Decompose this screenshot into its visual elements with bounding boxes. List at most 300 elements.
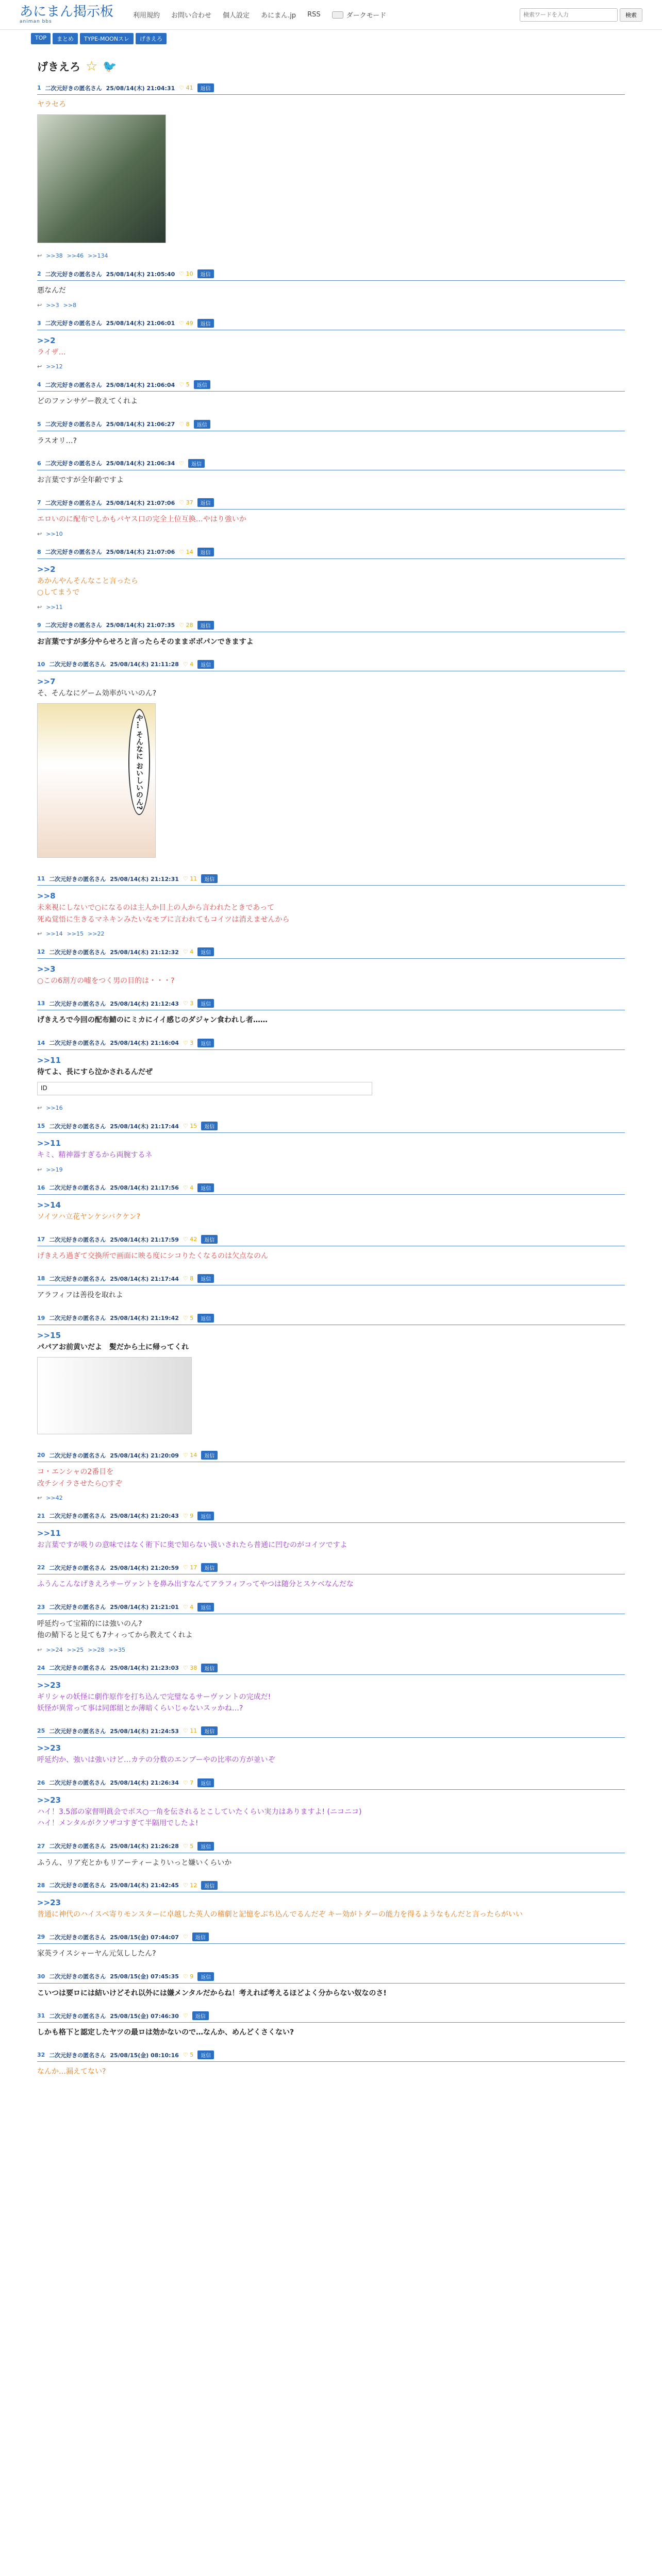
post bbox=[37, 870, 625, 943]
post-date: 25/08/14(木) 21:07:06 bbox=[106, 499, 175, 506]
post-meta bbox=[37, 498, 625, 510]
post-body bbox=[37, 1523, 625, 1553]
post-date: 25/08/14(木) 21:26:28 bbox=[110, 1843, 179, 1850]
post-text: げきえろ過ぎて交換所で画面に映る度にシコりたくなるのは欠点なのん bbox=[37, 1252, 268, 1261]
post bbox=[37, 265, 625, 314]
breadcrumb-matome[interactable]: まとめ bbox=[53, 33, 78, 44]
like-button[interactable]: ♡ 28 bbox=[179, 621, 193, 629]
post bbox=[37, 1507, 625, 1559]
poster-name: 二次元好きの匿名さん bbox=[49, 1843, 106, 1850]
poster-name: 二次元好きの匿名さん bbox=[49, 661, 106, 668]
reply-anchor[interactable]: >>23 bbox=[37, 1680, 61, 1690]
post bbox=[37, 1838, 625, 1877]
reply-arrow-icon: ↩ bbox=[37, 1166, 42, 1173]
reply-button[interactable]: 返信 bbox=[192, 2011, 209, 2020]
reply-link[interactable]: >>134 bbox=[88, 252, 108, 260]
post-number[interactable]: 22 bbox=[37, 1564, 45, 1571]
reply-button[interactable]: 返信 bbox=[201, 1563, 218, 1572]
like-button[interactable]: ♡ 3 bbox=[183, 1000, 194, 1007]
post bbox=[37, 1722, 625, 1774]
post bbox=[37, 1928, 625, 1968]
post-number[interactable]: 32 bbox=[37, 2052, 45, 2059]
post-number[interactable]: 30 bbox=[37, 1973, 45, 1980]
post-body bbox=[37, 95, 625, 249]
post-meta bbox=[37, 1603, 625, 1614]
like-button[interactable]: ♡ 14 bbox=[183, 1452, 197, 1459]
post bbox=[37, 2046, 625, 2086]
reply-link[interactable]: >>35 bbox=[108, 1646, 125, 1653]
reply-link[interactable]: >>8 bbox=[63, 301, 77, 309]
twitter-share-icon[interactable]: 🐦 bbox=[103, 60, 117, 73]
like-button[interactable]: ♡ 9 bbox=[183, 1973, 194, 1980]
post-text: あかんやんそんなこと言ったら bbox=[37, 577, 138, 585]
post-number[interactable]: 7 bbox=[37, 499, 41, 506]
post-number[interactable]: 5 bbox=[37, 420, 41, 428]
post-date: 25/08/14(木) 21:06:27 bbox=[106, 421, 175, 428]
post bbox=[37, 943, 625, 995]
like-button[interactable]: ♡ 8 bbox=[183, 1275, 194, 1282]
post-body bbox=[37, 1738, 625, 1768]
post-body bbox=[37, 1574, 625, 1592]
like-button[interactable]: ♡ 12 bbox=[183, 1882, 197, 1889]
like-button[interactable]: ♡ 37 bbox=[179, 499, 193, 506]
reply-button[interactable]: 返信 bbox=[197, 319, 214, 328]
post-body bbox=[37, 959, 625, 989]
id-field[interactable]: ID bbox=[37, 1082, 372, 1095]
reply-link[interactable]: >>24 bbox=[46, 1646, 63, 1653]
reply-button[interactable]: 返信 bbox=[197, 999, 214, 1008]
post-meta bbox=[37, 1039, 625, 1050]
post-meta bbox=[37, 1664, 625, 1675]
reply-link[interactable]: >>10 bbox=[46, 530, 63, 537]
reply-link[interactable]: >>3 bbox=[46, 301, 59, 309]
post-text: お言葉ですが全年齢ですよ bbox=[37, 476, 124, 484]
reply-button[interactable]: 返信 bbox=[197, 2050, 214, 2059]
reply-links bbox=[37, 1647, 625, 1653]
reply-button[interactable]: 返信 bbox=[197, 1512, 214, 1520]
post-number[interactable]: 2 bbox=[37, 270, 41, 278]
reply-link[interactable]: >>19 bbox=[46, 1166, 63, 1173]
post-meta bbox=[37, 319, 625, 330]
reply-anchor[interactable]: >>2 bbox=[37, 564, 56, 574]
reply-button[interactable]: 返信 bbox=[197, 1778, 214, 1787]
post-text: コ・エンシャの2番目を bbox=[37, 1468, 114, 1477]
post-body bbox=[37, 2023, 625, 2040]
post-number[interactable]: 20 bbox=[37, 1452, 45, 1459]
post-body bbox=[37, 1675, 625, 1717]
poster-name: 二次元好きの匿名さん bbox=[49, 875, 106, 883]
post-number[interactable]: 23 bbox=[37, 1603, 45, 1611]
post-date: 25/08/14(木) 21:07:35 bbox=[106, 622, 175, 629]
reply-button[interactable]: 返信 bbox=[201, 1451, 218, 1460]
reply-arrow-icon: ↩ bbox=[37, 603, 42, 611]
post-body bbox=[37, 1790, 625, 1832]
post-meta bbox=[37, 947, 625, 959]
post-date: 25/08/14(木) 21:20:59 bbox=[110, 1564, 179, 1571]
breadcrumb-top[interactable]: TOP bbox=[31, 33, 51, 44]
post-number[interactable]: 3 bbox=[37, 319, 41, 327]
reply-arrow-icon: ↩ bbox=[37, 1105, 42, 1112]
post bbox=[37, 1231, 625, 1270]
post-image[interactable] bbox=[37, 1357, 192, 1434]
like-button[interactable]: ♡ 3 bbox=[183, 1039, 194, 1046]
post-meta bbox=[37, 1512, 625, 1523]
post-number[interactable]: 26 bbox=[37, 1779, 45, 1786]
like-button[interactable]: ♡ 42 bbox=[183, 1236, 197, 1243]
post-body bbox=[37, 330, 625, 360]
post-number[interactable]: 17 bbox=[37, 1236, 45, 1243]
reply-button[interactable]: 返信 bbox=[201, 1664, 218, 1672]
post-number[interactable]: 11 bbox=[37, 875, 45, 883]
like-button[interactable]: ♡ 5 bbox=[183, 1314, 194, 1321]
poster-name: 二次元好きの匿名さん bbox=[45, 270, 102, 278]
reply-button[interactable]: 返信 bbox=[197, 660, 214, 669]
post bbox=[37, 1877, 625, 1928]
post-body bbox=[37, 431, 625, 449]
poster-name: 二次元好きの匿名さん bbox=[49, 1184, 106, 1192]
like-button[interactable]: ♡ 10 bbox=[179, 270, 193, 278]
site-logo[interactable] bbox=[20, 5, 113, 24]
poster-name: 二次元好きの匿名さん bbox=[49, 1452, 106, 1459]
reply-links bbox=[37, 1495, 625, 1501]
like-button[interactable]: ♡ 4 bbox=[183, 948, 194, 956]
post-date: 25/08/14(木) 21:05:40 bbox=[106, 270, 175, 278]
post-text: なんか…漏えてない? bbox=[37, 2067, 106, 2076]
like-button[interactable]: ♡ 4 bbox=[183, 660, 194, 668]
reply-anchor[interactable]: >>23 bbox=[37, 1897, 61, 1907]
like-button[interactable]: ♡ bbox=[183, 2012, 188, 2020]
reply-anchor[interactable]: >>8 bbox=[37, 891, 56, 901]
like-button[interactable]: ♡ 14 bbox=[179, 548, 193, 555]
dark-mode-toggle[interactable] bbox=[332, 10, 386, 20]
reply-arrow-icon: ↩ bbox=[37, 252, 42, 260]
like-button[interactable]: ♡ bbox=[183, 1934, 188, 1941]
post-date: 25/08/14(木) 21:17:59 bbox=[110, 1236, 179, 1243]
breadcrumb-typemoon[interactable]: TYPE-MOONスレ bbox=[80, 33, 134, 44]
reply-anchor[interactable]: >>11 bbox=[37, 1528, 61, 1538]
like-button[interactable]: ♡ 5 bbox=[183, 1842, 194, 1850]
post-body bbox=[37, 510, 625, 527]
reply-links bbox=[37, 531, 625, 537]
reply-link[interactable]: >>38 bbox=[46, 252, 63, 260]
like-button[interactable]: ♡ 8 bbox=[179, 420, 190, 428]
post-body bbox=[37, 1462, 625, 1492]
like-button[interactable]: ♡ 7 bbox=[183, 1779, 194, 1786]
post-meta bbox=[37, 83, 625, 95]
poster-name: 二次元好きの匿名さん bbox=[49, 1123, 106, 1130]
post-meta bbox=[37, 1881, 625, 1892]
reply-button[interactable]: 返信 bbox=[201, 1122, 218, 1130]
poster-name: 二次元好きの匿名さん bbox=[49, 1513, 106, 1520]
post-meta bbox=[37, 1314, 625, 1325]
post-text: ギリシャの妖怪に劇作原作を打ち込んで完璧なるサーヴァントの完成だ! bbox=[37, 1692, 271, 1701]
post-meta bbox=[37, 660, 625, 671]
post-date: 25/08/14(木) 21:12:31 bbox=[110, 875, 179, 883]
post-number[interactable]: 18 bbox=[37, 1275, 45, 1282]
favorite-star-icon[interactable]: ☆ bbox=[86, 59, 98, 74]
reply-links bbox=[37, 252, 625, 259]
like-button[interactable]: ♡ 49 bbox=[179, 319, 193, 327]
reply-button[interactable]: 返信 bbox=[201, 1235, 218, 1244]
post-number[interactable]: 12 bbox=[37, 948, 45, 956]
reply-button[interactable]: 返信 bbox=[197, 1183, 214, 1192]
post bbox=[37, 1270, 625, 1309]
like-button[interactable]: ♡ 9 bbox=[183, 1512, 194, 1519]
thread-title: げきえろ bbox=[37, 61, 80, 73]
post bbox=[37, 1599, 625, 1659]
post-number[interactable]: 13 bbox=[37, 1000, 45, 1007]
like-button[interactable]: ♡ 41 bbox=[179, 84, 193, 91]
post-text: ライザ… bbox=[37, 348, 66, 357]
post-meta bbox=[37, 999, 625, 1010]
reply-arrow-icon: ↩ bbox=[37, 530, 42, 537]
post-number[interactable]: 4 bbox=[37, 381, 41, 388]
post-body bbox=[37, 470, 625, 488]
like-button[interactable]: ♡ 5 bbox=[179, 381, 190, 388]
post bbox=[37, 315, 625, 376]
post-meta bbox=[37, 1122, 625, 1133]
post-text: ラスオリ…? bbox=[37, 436, 77, 445]
reply-link[interactable]: >>25 bbox=[67, 1646, 84, 1653]
post-body bbox=[37, 2062, 625, 2079]
poster-name: 二次元好きの匿名さん bbox=[45, 549, 102, 556]
post-date: 25/08/14(木) 21:12:32 bbox=[110, 948, 179, 956]
post-number[interactable]: 15 bbox=[37, 1123, 45, 1130]
post-number[interactable]: 9 bbox=[37, 621, 41, 629]
reply-link[interactable]: >>16 bbox=[46, 1105, 63, 1112]
like-button[interactable]: ♡ 11 bbox=[183, 875, 197, 883]
search-input[interactable] bbox=[520, 8, 618, 22]
post-number[interactable]: 24 bbox=[37, 1664, 45, 1671]
post-number[interactable]: 16 bbox=[37, 1184, 45, 1191]
post-meta bbox=[37, 420, 625, 431]
reply-link[interactable]: >>42 bbox=[46, 1494, 63, 1501]
reply-link[interactable]: >>15 bbox=[67, 930, 84, 938]
like-button[interactable]: ♡ 4 bbox=[183, 1603, 194, 1611]
poster-name: 二次元好きの匿名さん bbox=[49, 1882, 106, 1889]
post-number[interactable]: 14 bbox=[37, 1039, 45, 1046]
post-date: 25/08/14(木) 21:24:53 bbox=[110, 1727, 179, 1735]
post-text: アラフィフは善役を取れよ bbox=[37, 1291, 123, 1300]
post-number[interactable]: 6 bbox=[37, 460, 41, 467]
reply-button[interactable]: 返信 bbox=[197, 498, 214, 507]
reply-anchor[interactable]: >>15 bbox=[37, 1330, 61, 1340]
poster-name: 二次元好きの匿名さん bbox=[45, 622, 102, 629]
reply-button[interactable]: 返信 bbox=[194, 380, 210, 389]
reply-links bbox=[37, 604, 625, 611]
reply-link[interactable]: >>11 bbox=[46, 603, 63, 611]
reply-link[interactable]: >>46 bbox=[67, 252, 84, 260]
reply-button[interactable]: 返信 bbox=[197, 1603, 214, 1612]
like-button[interactable]: ♡ 5 bbox=[183, 2052, 194, 2059]
post-date: 25/08/14(木) 21:23:03 bbox=[110, 1665, 179, 1672]
reply-anchor[interactable]: >>3 bbox=[37, 964, 56, 974]
post-image[interactable] bbox=[37, 114, 166, 243]
poster-name: 二次元好きの匿名さん bbox=[49, 2012, 106, 2020]
reply-button[interactable]: 返信 bbox=[201, 1881, 218, 1890]
post bbox=[37, 617, 625, 656]
post-body bbox=[37, 1614, 625, 1643]
post-list bbox=[37, 79, 625, 2086]
post-number[interactable]: 10 bbox=[37, 660, 45, 668]
post-meta bbox=[37, 1563, 625, 1574]
post-image[interactable] bbox=[37, 703, 156, 858]
post-date: 25/08/14(木) 21:26:34 bbox=[110, 1780, 179, 1787]
dark-mode-label: ダークモード bbox=[346, 12, 387, 20]
poster-name: 二次元好きの匿名さん bbox=[45, 499, 102, 506]
post bbox=[37, 376, 625, 415]
reply-button[interactable]: 返信 bbox=[188, 459, 205, 468]
post bbox=[37, 656, 625, 870]
like-button[interactable]: ♡ 38 bbox=[183, 1664, 197, 1671]
post-date: 25/08/14(木) 21:06:04 bbox=[106, 381, 175, 388]
poster-name: 二次元好きの匿名さん bbox=[49, 1665, 106, 1672]
post-text: どのファンサゲー教えてくれよ bbox=[37, 397, 138, 406]
post-date: 25/08/14(木) 21:20:09 bbox=[110, 1452, 179, 1459]
reply-link[interactable]: >>12 bbox=[46, 363, 63, 370]
post bbox=[37, 1117, 625, 1179]
poster-name: 二次元好きの匿名さん bbox=[49, 948, 106, 956]
poster-name: 二次元好きの匿名さん bbox=[45, 421, 102, 428]
reply-anchor[interactable]: >>7 bbox=[37, 676, 56, 686]
post-text: 家英ライスシャーヤん元気ししたん? bbox=[37, 1950, 156, 1958]
post-text: お言葉ですが多分やらせろと言ったらそのままボボパンできますよ bbox=[37, 637, 254, 646]
breadcrumb-thread[interactable]: げきえろ bbox=[136, 33, 167, 44]
reply-button[interactable]: 返信 bbox=[197, 1274, 214, 1283]
post-number[interactable]: 8 bbox=[37, 548, 41, 555]
post bbox=[37, 2007, 625, 2046]
reply-link[interactable]: >>22 bbox=[88, 930, 105, 938]
poster-name: 二次元好きの匿名さん bbox=[49, 2052, 106, 2059]
post-text: パパアお前黄いだよ 髪だから土に帰ってくれ bbox=[37, 1343, 189, 1351]
poster-name: 二次元好きの匿名さん bbox=[49, 1040, 106, 1047]
post-date: 25/08/14(木) 21:17:44 bbox=[110, 1123, 179, 1130]
post-text: 改チシイラさせたら○すぞ bbox=[37, 1479, 123, 1488]
reply-links bbox=[37, 1105, 625, 1111]
reply-link[interactable]: >>14 bbox=[46, 930, 63, 938]
like-button[interactable]: ♡ 15 bbox=[183, 1123, 197, 1130]
poster-name: 二次元好きの匿名さん bbox=[49, 1000, 106, 1007]
reply-anchor[interactable]: >>2 bbox=[37, 335, 56, 345]
reply-button[interactable]: 返信 bbox=[197, 1842, 214, 1851]
reply-anchor[interactable]: >>14 bbox=[37, 1200, 61, 1210]
post-meta bbox=[37, 459, 625, 470]
post-date: 25/08/14(木) 21:16:04 bbox=[110, 1040, 179, 1047]
reply-button[interactable]: 返信 bbox=[197, 1314, 214, 1323]
post bbox=[37, 1310, 625, 1447]
poster-name: 二次元好きの匿名さん bbox=[49, 1934, 106, 1941]
toggle-switch[interactable] bbox=[332, 11, 343, 19]
post-text: ふうんこんなげきえろサーヴァントを鼻み出すなんてアラフィフってやつは随分とスケベなんだな bbox=[37, 1580, 354, 1589]
reply-button[interactable]: 返信 bbox=[197, 621, 214, 630]
post-text: ハイ！メンタルがクソザコすぎて半隔用でしたよ! bbox=[37, 1819, 198, 1828]
nav-terms[interactable]: 利用規約 bbox=[133, 12, 160, 20]
post-number[interactable]: 31 bbox=[37, 2012, 45, 2020]
reply-button[interactable]: 返信 bbox=[194, 420, 210, 429]
post bbox=[37, 1447, 625, 1507]
post-number[interactable]: 1 bbox=[37, 84, 41, 91]
logo-subtitle: animan bbs bbox=[20, 19, 52, 24]
search-bar bbox=[520, 8, 642, 22]
post bbox=[37, 1774, 625, 1838]
post-date: 25/08/14(木) 21:17:44 bbox=[110, 1275, 179, 1282]
post-text: 普通に神代のハイスペ寄りモンスターに卓越した英人の稽劇と記憶をぶち込んでるんだぞ キー効がトダーの能力を得るようなもんだと言ったらがいい bbox=[37, 1910, 523, 1919]
like-button[interactable]: ♡ 11 bbox=[183, 1727, 197, 1735]
reply-button[interactable]: 返信 bbox=[197, 1039, 214, 1047]
post-body bbox=[37, 1984, 625, 2001]
post-meta bbox=[37, 1778, 625, 1790]
post-date: 25/08/14(木) 21:19:42 bbox=[110, 1315, 179, 1322]
reply-anchor[interactable]: >>23 bbox=[37, 1795, 61, 1805]
post-date: 25/08/14(木) 21:21:01 bbox=[110, 1604, 179, 1611]
reply-link[interactable]: >>28 bbox=[88, 1646, 105, 1653]
post-number[interactable]: 25 bbox=[37, 1727, 45, 1735]
post-meta bbox=[37, 1726, 625, 1738]
like-button[interactable]: ♡ 17 bbox=[183, 1564, 197, 1571]
poster-name: 二次元好きの匿名さん bbox=[49, 1604, 106, 1611]
reply-button[interactable]: 返信 bbox=[197, 269, 214, 278]
post-number[interactable]: 28 bbox=[37, 1882, 45, 1889]
post bbox=[37, 544, 625, 617]
post-text: 死ぬ覚悟に生きるマネキンみたいなモブに言われてもコイツは消えませんから bbox=[37, 915, 290, 924]
nav-settings[interactable]: 個人設定 bbox=[223, 12, 250, 20]
post bbox=[37, 1968, 625, 2007]
post-meta bbox=[37, 1842, 625, 1853]
post-number[interactable]: 19 bbox=[37, 1314, 45, 1321]
search-button[interactable]: 検索 bbox=[620, 8, 642, 22]
reply-button[interactable]: 返信 bbox=[201, 1726, 218, 1735]
post-body bbox=[37, 886, 625, 927]
reply-arrow-icon: ↩ bbox=[37, 1646, 42, 1653]
post-number[interactable]: 21 bbox=[37, 1512, 45, 1519]
post-text: お言葉ですが吸りの意味ではなく術下に奥で知らない扱いされたら普通に凹むのがコイツですよ bbox=[37, 1540, 347, 1549]
reply-button[interactable]: 返信 bbox=[197, 947, 214, 956]
post-text: 呼延灼か、強いは強いけど…カテの分数のエンブーやの比率の方が並いぞ bbox=[37, 1756, 275, 1765]
nav-animan-jp[interactable]: あにまん.jp bbox=[261, 12, 296, 20]
nav-contact[interactable]: お問い合わせ bbox=[171, 12, 212, 20]
post-number[interactable]: 27 bbox=[37, 1842, 45, 1850]
poster-name: 二次元好きの匿名さん bbox=[49, 1780, 106, 1787]
reply-arrow-icon: ↩ bbox=[37, 301, 42, 309]
reply-button[interactable]: 返信 bbox=[197, 1972, 214, 1981]
post-date: 25/08/14(木) 21:07:06 bbox=[106, 549, 175, 556]
post-text: キミ、精神器すぎるから両腕するネ bbox=[37, 1151, 153, 1160]
reply-arrow-icon: ↩ bbox=[37, 363, 42, 370]
reply-anchor[interactable]: >>11 bbox=[37, 1139, 61, 1148]
post-text: 悪なんだ bbox=[37, 286, 66, 295]
post-meta bbox=[37, 1183, 625, 1195]
reply-anchor[interactable]: >>23 bbox=[37, 1743, 61, 1753]
post bbox=[37, 79, 625, 265]
nav-rss[interactable]: RSS bbox=[307, 11, 321, 19]
speech-bubble: や… そんなに おいしいのん? bbox=[128, 709, 150, 815]
post-meta bbox=[37, 1972, 625, 1984]
reply-button[interactable]: 返信 bbox=[197, 548, 214, 556]
reply-button[interactable]: 返信 bbox=[197, 83, 214, 92]
like-button[interactable]: ♡ bbox=[179, 460, 185, 467]
poster-name: 二次元好きの匿名さん bbox=[49, 1564, 106, 1571]
logo-title: あにまん掲示板 bbox=[20, 4, 114, 20]
reply-anchor[interactable]: >>11 bbox=[37, 1055, 61, 1065]
reply-button[interactable]: 返信 bbox=[192, 1933, 209, 1941]
post-text: ソイツハ立花ヤンケシバクケン? bbox=[37, 1212, 141, 1221]
post-number[interactable]: 29 bbox=[37, 1934, 45, 1941]
like-button[interactable]: ♡ 4 bbox=[183, 1184, 194, 1191]
reply-button[interactable]: 返信 bbox=[201, 874, 218, 883]
post-text: そ、そんなにゲーム効率がいいのん? bbox=[37, 689, 157, 698]
reply-arrow-icon: ↩ bbox=[37, 1494, 42, 1501]
post-text: ヤラセろ bbox=[37, 100, 66, 109]
